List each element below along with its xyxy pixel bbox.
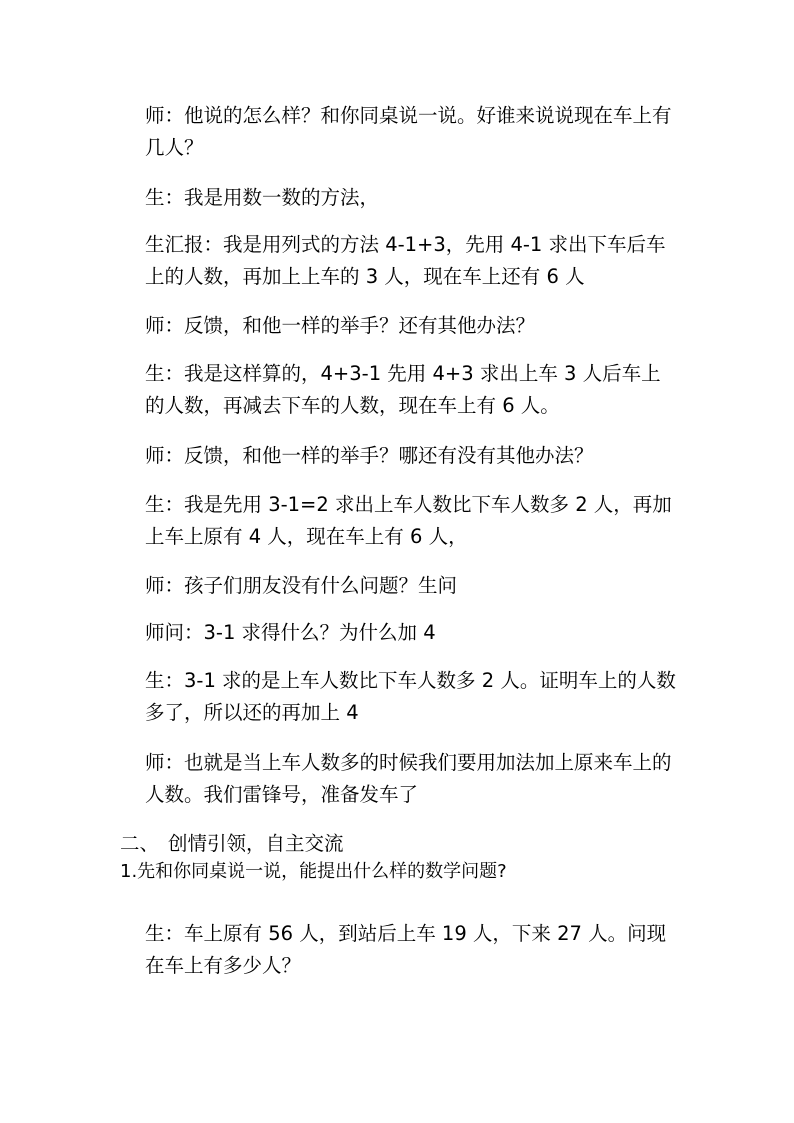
paragraph-11: 师：也就是当上车人数多的时候我们要用加法加上原来车上的人数。我们雷锋号，准备发车了 — [145, 751, 672, 806]
section-title: 创情引领，自主交流 — [168, 832, 344, 855]
paragraph-2: 生：我是用数一数的方法， — [145, 186, 380, 209]
paragraph-1: 师：他说的怎么样？和你同桌说一说。好谁来说说现在车上有几人？ — [145, 104, 672, 159]
paragraph-8: 师：孩子们朋友没有什么问题？生问 — [145, 574, 458, 597]
paragraph-10: 生：3-1 求的是上车人数比下车人数多 2 人。证明车上的人数多了，所以还的再加上 4 — [145, 669, 676, 724]
section-number: 二、 — [120, 832, 160, 855]
paragraph-9: 师问：3-1 求得什么？为什么加 4 — [145, 621, 436, 644]
subheading: 1.先和你同桌说一说，能提出什么样的数学问题? — [120, 861, 507, 882]
paragraph-3: 生汇报：我是用列式的方法 4-1+3，先用 4-1 求出下车后车上的人数，再加上上车的 3 人，现在车上还有 6 人 — [145, 233, 666, 288]
paragraph-7: 生：我是先用 3-1=2 求出上车人数比下车人数多 2 人，再加上车上原有 4 人，现在车上有 6 人， — [145, 493, 672, 548]
paragraph-5: 生：我是这样算的，4+3-1 先用 4+3 求出上车 3 人后车上的人数，再减去下车的人数，现在车上有 6 人。 — [145, 362, 661, 417]
paragraph-4: 师：反馈，和他一样的举手？还有其他办法？ — [145, 314, 536, 337]
final-paragraph: 生：车上原有 56 人，到站后上车 19 人，下来 27 人。问现在车上有多少人？ — [145, 922, 667, 977]
paragraph-6: 师：反馈，和他一样的举手？哪还有没有其他办法？ — [145, 444, 594, 467]
